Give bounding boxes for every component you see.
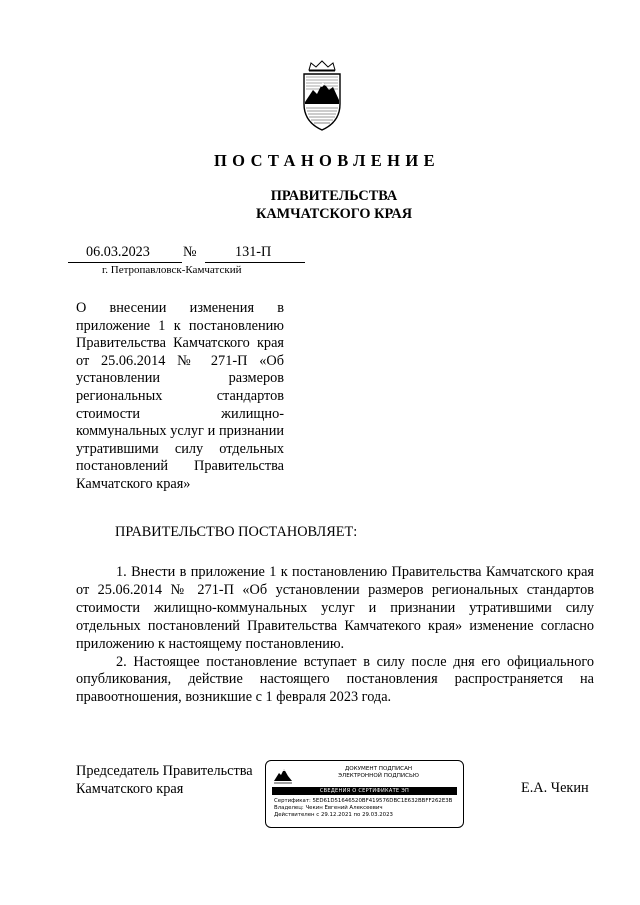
paragraph-2: 2. Настоящее постановление вступает в силу после дня его официального опубликования, действие настоящего постановления распространяется на правоотношения, возникшие с 1 февраля 2023 года.	[76, 653, 594, 706]
issuer-line-1: ПРАВИТЕЛЬСТВА	[270, 188, 398, 204]
stamp-volcano-icon	[273, 766, 293, 784]
stamp-validity: Действителен с 29.12.2021 по 29.03.2023	[274, 812, 393, 818]
document-subject: О внесении изменения в приложение 1 к постановлению Правительства Камчатского края от 25.06.2014 № 271-П «Об установлении размеров региональных стандартов стоимости жилищно-коммунальных услуг и признании утратившими силу отдельных постановлений Правительства Камчатского края»	[76, 300, 284, 492]
number-sign: №	[183, 244, 197, 260]
date-underline	[68, 262, 182, 263]
signatory-position-line-1: Председатель Правительства	[76, 763, 253, 779]
stamp-certificate-header: СВЕДЕНИЯ О СЕРТИФИКАТЕ ЭП	[272, 787, 457, 795]
document-date: 06.03.2023	[86, 244, 150, 260]
stamp-details	[274, 798, 457, 819]
number-underline	[205, 262, 305, 263]
decree-phrase: ПРАВИТЕЛЬСТВО ПОСТАНОВЛЯЕТ:	[115, 524, 358, 540]
signatory-position-line-2: Камчатского края	[76, 781, 184, 797]
document-number: 131-П	[235, 244, 272, 260]
stamp-title-line-1: ДОКУМЕНТ ПОДПИСАН	[344, 766, 413, 772]
signatory-name: Е.А. Чекин	[521, 780, 589, 796]
document-type-title: ПОСТАНОВЛЕНИЕ	[213, 151, 441, 170]
issuer-line-2: КАМЧАТСКОГО КРАЯ	[255, 206, 413, 222]
issue-city: г. Петропавловск-Камчатский	[102, 264, 242, 276]
issuer-name	[0, 187, 640, 223]
stamp-owner: Владелец: Чекин Евгений Алексеевич	[274, 805, 383, 811]
stamp-title	[300, 766, 457, 780]
signatory-position	[76, 762, 253, 798]
stamp-title-line-2: ЭЛЕКТРОННОЙ ПОДПИСЬЮ	[338, 773, 419, 779]
electronic-signature-stamp	[265, 760, 464, 828]
document-body	[76, 564, 594, 707]
paragraph-1: 1. Внести в приложение 1 к постановлению Правительства Камчатского края от 25.06.2014 № 271-П «Об установлении размеров региональных стандартов стоимости жилищно-коммунальных услуг и признании утратившими силу отдельных постановлений Правительства Камчатекого края» изменение согласно приложению к настоящему постановлению.	[76, 564, 594, 652]
stamp-certificate: Сертификат: 5ED61D51646520BF419576DBC1E632BBFF262E3B	[274, 798, 453, 804]
kamchatka-coat-of-arms-icon	[297, 60, 347, 132]
